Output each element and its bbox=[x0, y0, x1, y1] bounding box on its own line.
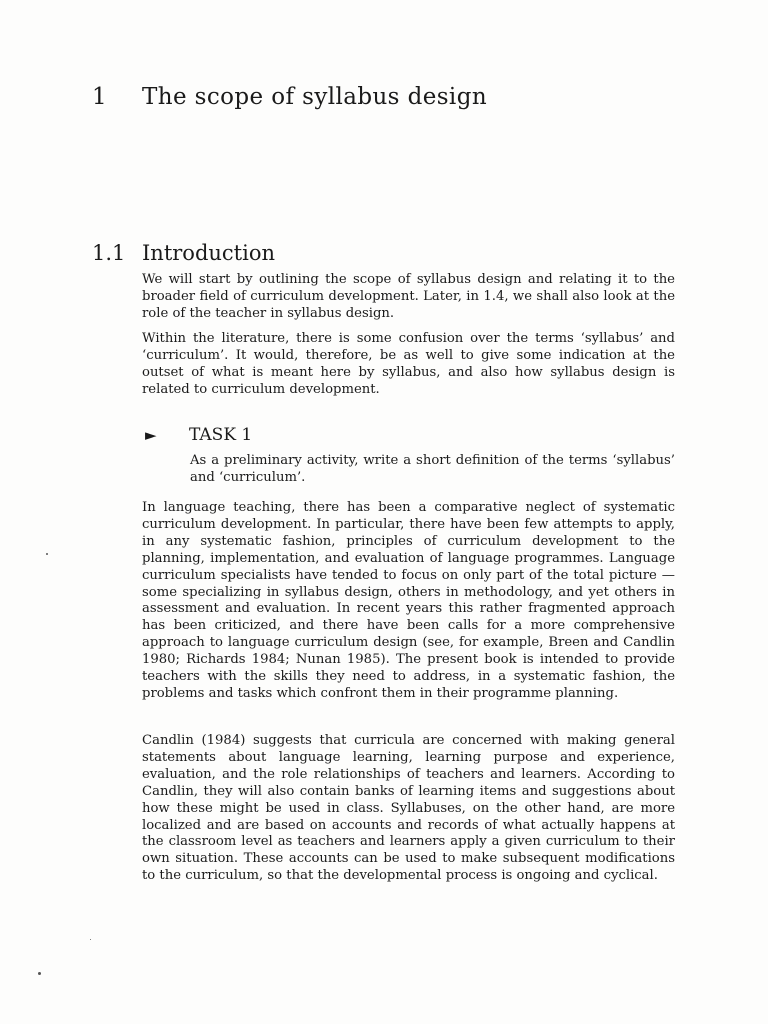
task-heading bbox=[145, 425, 252, 445]
task-arrow-icon: ► bbox=[145, 426, 157, 444]
scan-speck bbox=[90, 939, 91, 940]
scan-speck bbox=[38, 972, 41, 975]
chapter-number: 1 bbox=[92, 84, 108, 110]
paragraph: We will start by outlining the scope of syllabus design and relating it to the broader field of curriculum development. Later, in 1.4, we shall also look at the role of the teacher in syllabus design. bbox=[142, 272, 675, 321]
section-number: 1.1 bbox=[92, 241, 126, 265]
section-title: Introduction bbox=[142, 241, 275, 265]
paragraph: Within the literature, there is some confusion over the terms ‘syllabus’ and ‘curriculum’. It would, therefore, be as well to give some indication at the outset of what is meant here by syllabus, and also how syllabus design is related to curriculum development. bbox=[142, 331, 675, 397]
task-text: As a preliminary activity, write a short definition of the terms ‘syllabus’ and ‘curriculum’. bbox=[190, 453, 675, 485]
section-heading bbox=[92, 241, 275, 265]
paragraph: Candlin (1984) suggests that curricula are concerned with making general statements about language learning, learning purpose and experience, evaluation, and the role relationships of teachers and learners. According to Candlin, they will also contain banks of learning items and suggestions about how these might be used in class. Syllabuses, on the other hand, are more localized and are based on accounts and records of what actually happens at the classroom level as teachers and learners apply a given curriculum to their own situation. These accounts can be used to make subsequent modifications to the curriculum, so that the developmental process is ongoing and cyclical. bbox=[142, 733, 675, 884]
paragraph: In language teaching, there has been a comparative neglect of systematic curriculum development. In particular, there have been few attempts to apply, in any systematic fashion, principles of curriculum development to the planning, implementation, and evaluation of language programmes. Language curriculum specialists have tended to focus on only part of the total picture — some specializing in syllabus design, others in methodology, and yet others in assessment and evaluation. In recent years this rather fragmented approach has been criticized, and there have been calls for a more comprehensive approach to language curriculum design (see, for example, Breen and Candlin 1980; Richards 1984; Nunan 1985). The present book is intended to provide teachers with the skills they need to address, in a systematic fashion, the problems and tasks which confront them in their programme planning. bbox=[142, 500, 675, 701]
chapter-heading bbox=[92, 84, 487, 110]
scan-speck bbox=[46, 553, 48, 555]
chapter-title: The scope of syllabus design bbox=[142, 84, 488, 110]
task-title: TASK 1 bbox=[189, 425, 253, 445]
